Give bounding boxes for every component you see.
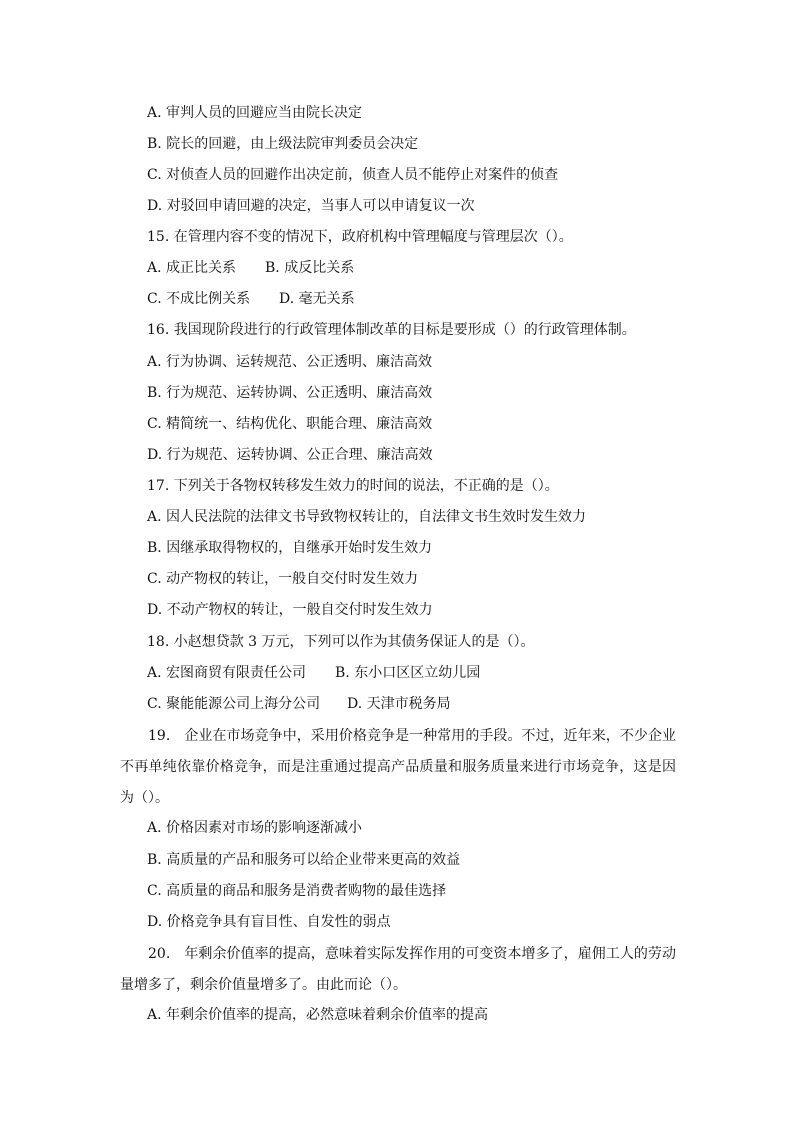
option-line: A. 因人民法院的法律文书导致物权转让的，自法律文书生效时发生效力 — [147, 509, 587, 525]
question-16: 16. 我国现阶段进行的行政管理体制改革的目标是要形成（）的行政管理体制。 — [147, 322, 636, 338]
option-line: B. 高质量的产品和服务可以给企业带来更高的效益 — [147, 852, 461, 868]
option-d: D. 毫无关系 — [279, 291, 355, 307]
option-c: C. 不成比例关系 — [147, 291, 251, 307]
option-line: A. 行为协调、运转规范、公正透明、廉洁高效 — [147, 354, 433, 370]
option-b: B. 东小口区区立幼儿园 — [335, 665, 481, 681]
option-line: C. 对侦查人员的回避作出决定前，侦查人员不能停止对案件的侦查 — [147, 167, 559, 183]
question-15: 15. 在管理内容不变的情况下，政府机构中管理幅度与管理层次（）。 — [147, 229, 573, 245]
option-line: A. 审判人员的回避应当由院长决定 — [147, 105, 363, 121]
option-line: B. 院长的回避，由上级法院审判委员会决定 — [147, 136, 419, 152]
option-line: A. 价格因素对市场的影响逐渐减小 — [147, 820, 363, 836]
option-d: D. 天津市税务局 — [347, 696, 451, 712]
question-18-options-row-2 — [147, 694, 451, 714]
question-19: 19. 企业在市场竞争中，采用价格竞争是一种常用的手段。不过，近年来，不少企业不再单纯依靠价格竞争，而是注重通过提高产品质量和服务质量来进行市场竞争，这是因为（）。 — [120, 728, 676, 806]
question-18-options-row-1 — [147, 663, 480, 683]
option-b: B. 成反比关系 — [265, 260, 355, 276]
option-line: D. 不动产物权的转让，一般自交付时发生效力 — [147, 602, 433, 618]
option-line: C. 精简统一、结构优化、职能合理、廉洁高效 — [147, 416, 433, 432]
option-line: B. 行为规范、运转协调、公正透明、廉洁高效 — [147, 385, 433, 401]
option-a: A. 成正比关系 — [147, 260, 237, 276]
option-line: A. 年剩余价值率的提高，必然意味着剩余价值率的提高 — [147, 1007, 489, 1023]
question-15-options-row-1 — [147, 258, 354, 278]
option-line: D. 价格竞争具有盲目性、自发性的弱点 — [147, 914, 391, 930]
option-c: C. 聚能能源公司上海分公司 — [147, 696, 321, 712]
option-a: A. 宏图商贸有限责任公司 — [147, 665, 307, 681]
question-15-options-row-2 — [147, 289, 355, 309]
question-20: 20. 年剩余价值率的提高，意味着实际发挥作用的可变资本增多了，雇佣工人的劳动量增多了，剩余价值量增多了。由此而论（）。 — [120, 946, 676, 993]
option-line: B. 因继承取得物权的，自继承开始时发生效力 — [147, 540, 433, 556]
option-line: D. 行为规范、运转协调、公正合理、廉洁高效 — [147, 447, 433, 463]
question-17: 17. 下列关于各物权转移发生效力的时间的说法，不正确的是（）。 — [147, 478, 559, 494]
option-line: D. 对驳回申请回避的决定，当事人可以申请复议一次 — [147, 198, 475, 214]
option-line: C. 动产物权的转让，一般自交付时发生效力 — [147, 571, 419, 587]
question-18: 18. 小赵想贷款 3 万元，下列可以作为其债务保证人的是（）。 — [147, 634, 535, 650]
option-line: C. 高质量的商品和服务是消费者购物的最佳选择 — [147, 883, 447, 899]
